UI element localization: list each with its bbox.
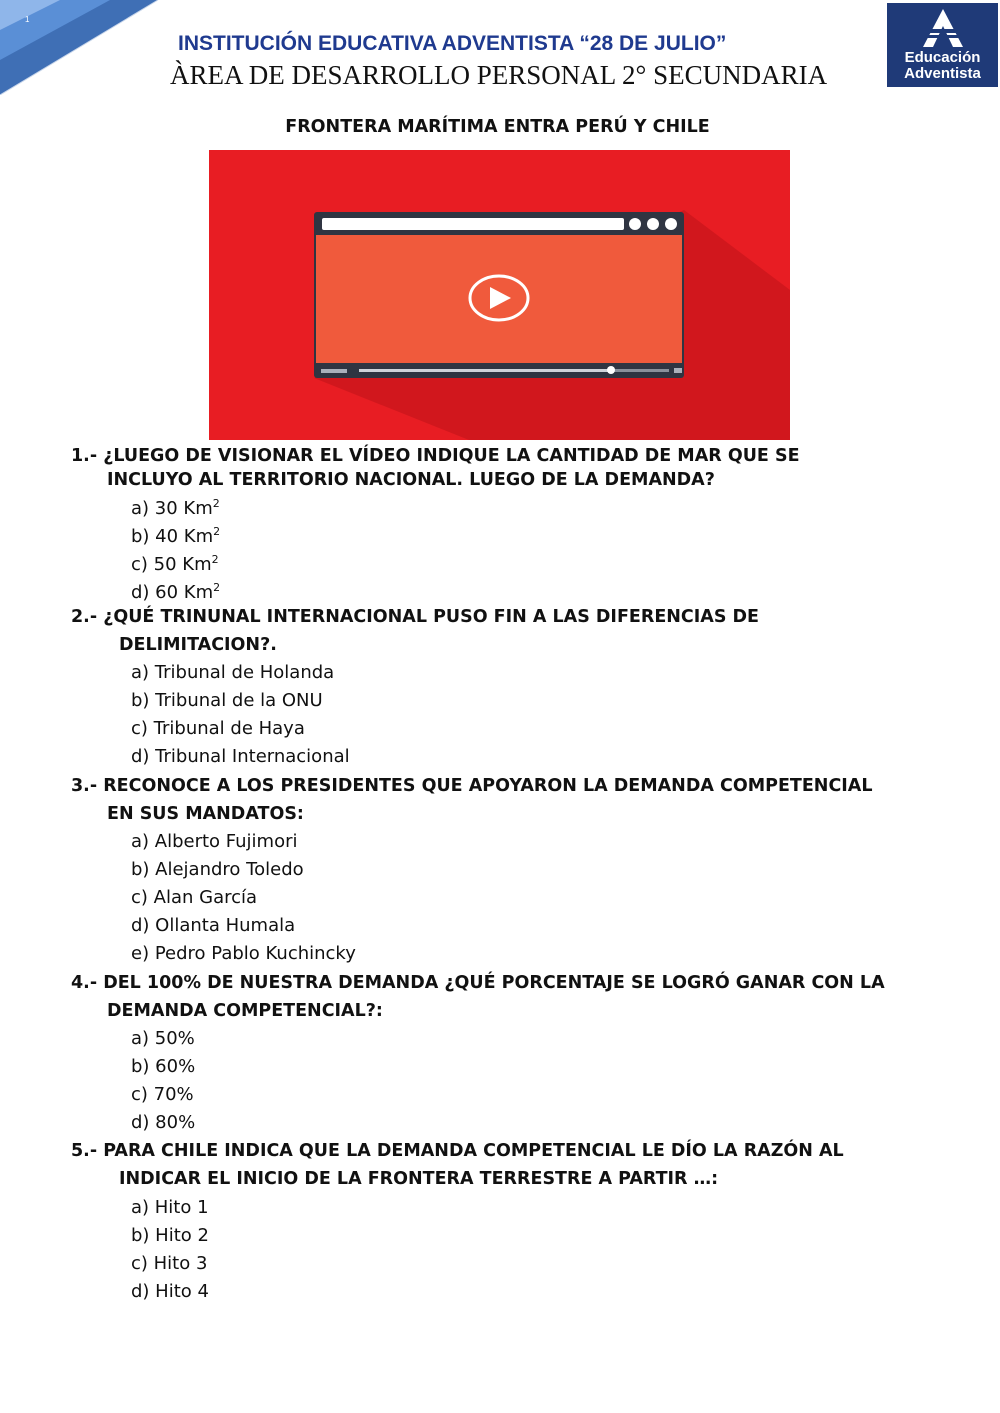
question-text: PARA CHILE INDICA QUE LA DEMANDA COMPETENCIAL LE DÍO LA RAZÓN AL [103, 1141, 844, 1161]
question-text: RECONOCE A LOS PRESIDENTES QUE APOYARON LA DEMANDA COMPETENCIAL [103, 776, 873, 796]
question-number: 1.- [71, 446, 98, 466]
option-2a[interactable]: a) Tribunal de Holanda [131, 662, 335, 683]
option-4a[interactable]: a) 50% [131, 1028, 195, 1049]
option-3d[interactable]: d) Ollanta Humala [131, 915, 296, 936]
logo-line-1: Educación [904, 49, 981, 66]
video-thumbnail[interactable] [209, 150, 790, 440]
question-text: DEL 100% DE NUESTRA DEMANDA ¿QUÉ PORCENTAJE SE LOGRÓ GANAR CON LA [103, 973, 885, 993]
option-5c[interactable]: c) Hito 3 [131, 1253, 208, 1274]
institution-name: INSTITUCIÓN EDUCATIVA ADVENTISTA “28 DE JULIO” [178, 32, 727, 55]
question-5 [71, 1139, 844, 1189]
question-1 [71, 444, 800, 490]
logo-a-icon [923, 9, 963, 47]
option-3b[interactable]: b) Alejandro Toledo [131, 859, 304, 880]
option-5d[interactable]: d) Hito 4 [131, 1281, 209, 1302]
question-number: 5.- [71, 1141, 98, 1161]
question-number: 4.- [71, 973, 98, 993]
option-3a[interactable]: a) Alberto Fujimori [131, 831, 298, 852]
option-5b[interactable]: b) Hito 2 [131, 1225, 209, 1246]
question-number: 3.- [71, 776, 98, 796]
question-4 [71, 971, 885, 1021]
option-4d[interactable]: d) 80% [131, 1112, 196, 1133]
option-3c[interactable]: c) Alan García [131, 887, 258, 908]
option-5a[interactable]: a) Hito 1 [131, 1197, 209, 1218]
question-number: 2.- [71, 607, 98, 627]
option-2d[interactable]: d) Tribunal Internacional [131, 746, 350, 767]
question-text-continued: INCLUYO AL TERRITORIO NACIONAL. LUEGO DE LA DEMANDA? [107, 470, 715, 490]
option-4b[interactable]: b) 60% [131, 1056, 196, 1077]
document-title: FRONTERA MARÍTIMA ENTRA PERÚ Y CHILE [285, 117, 710, 137]
question-3 [71, 774, 873, 824]
option-2b[interactable]: b) Tribunal de la ONU [131, 690, 323, 711]
question-2 [71, 605, 760, 655]
option-3e[interactable]: e) Pedro Pablo Kuchincky [131, 943, 356, 964]
option-4c[interactable]: c) 70% [131, 1084, 194, 1105]
header-corner-decoration [0, 0, 160, 95]
option-2c[interactable]: c) Tribunal de Haya [131, 718, 305, 739]
page-number: 1 [25, 15, 30, 24]
question-text: ¿QUÉ TRINUNAL INTERNACIONAL PUSO FIN A LAS DIFERENCIAS DE [103, 607, 760, 627]
question-text-continued: DELIMITACION?. [119, 635, 277, 655]
question-text-continued: INDICAR EL INICIO DE LA FRONTERA TERRESTRE A PARTIR …: [119, 1169, 719, 1189]
area-subtitle: ÀREA DE DESARROLLO PERSONAL 2° SECUNDARIA [170, 60, 828, 90]
option-1c[interactable]: c) 50 Km$^2$ [131, 553, 219, 575]
question-text-continued: DEMANDA COMPETENCIAL?: [107, 1001, 383, 1021]
option-1d[interactable]: d) 60 Km$^2$ [131, 581, 221, 603]
option-1a[interactable]: a) 30 Km$^2$ [131, 497, 220, 519]
question-text: ¿LUEGO DE VISIONAR EL VÍDEO INDIQUE LA CANTIDAD DE MAR QUE SE [103, 446, 800, 466]
option-1b[interactable]: b) 40 Km$^2$ [131, 525, 221, 547]
educacion-adventista-logo [887, 3, 998, 87]
question-text-continued: EN SUS MANDATOS: [107, 804, 304, 824]
logo-line-2: Adventista [904, 65, 981, 82]
